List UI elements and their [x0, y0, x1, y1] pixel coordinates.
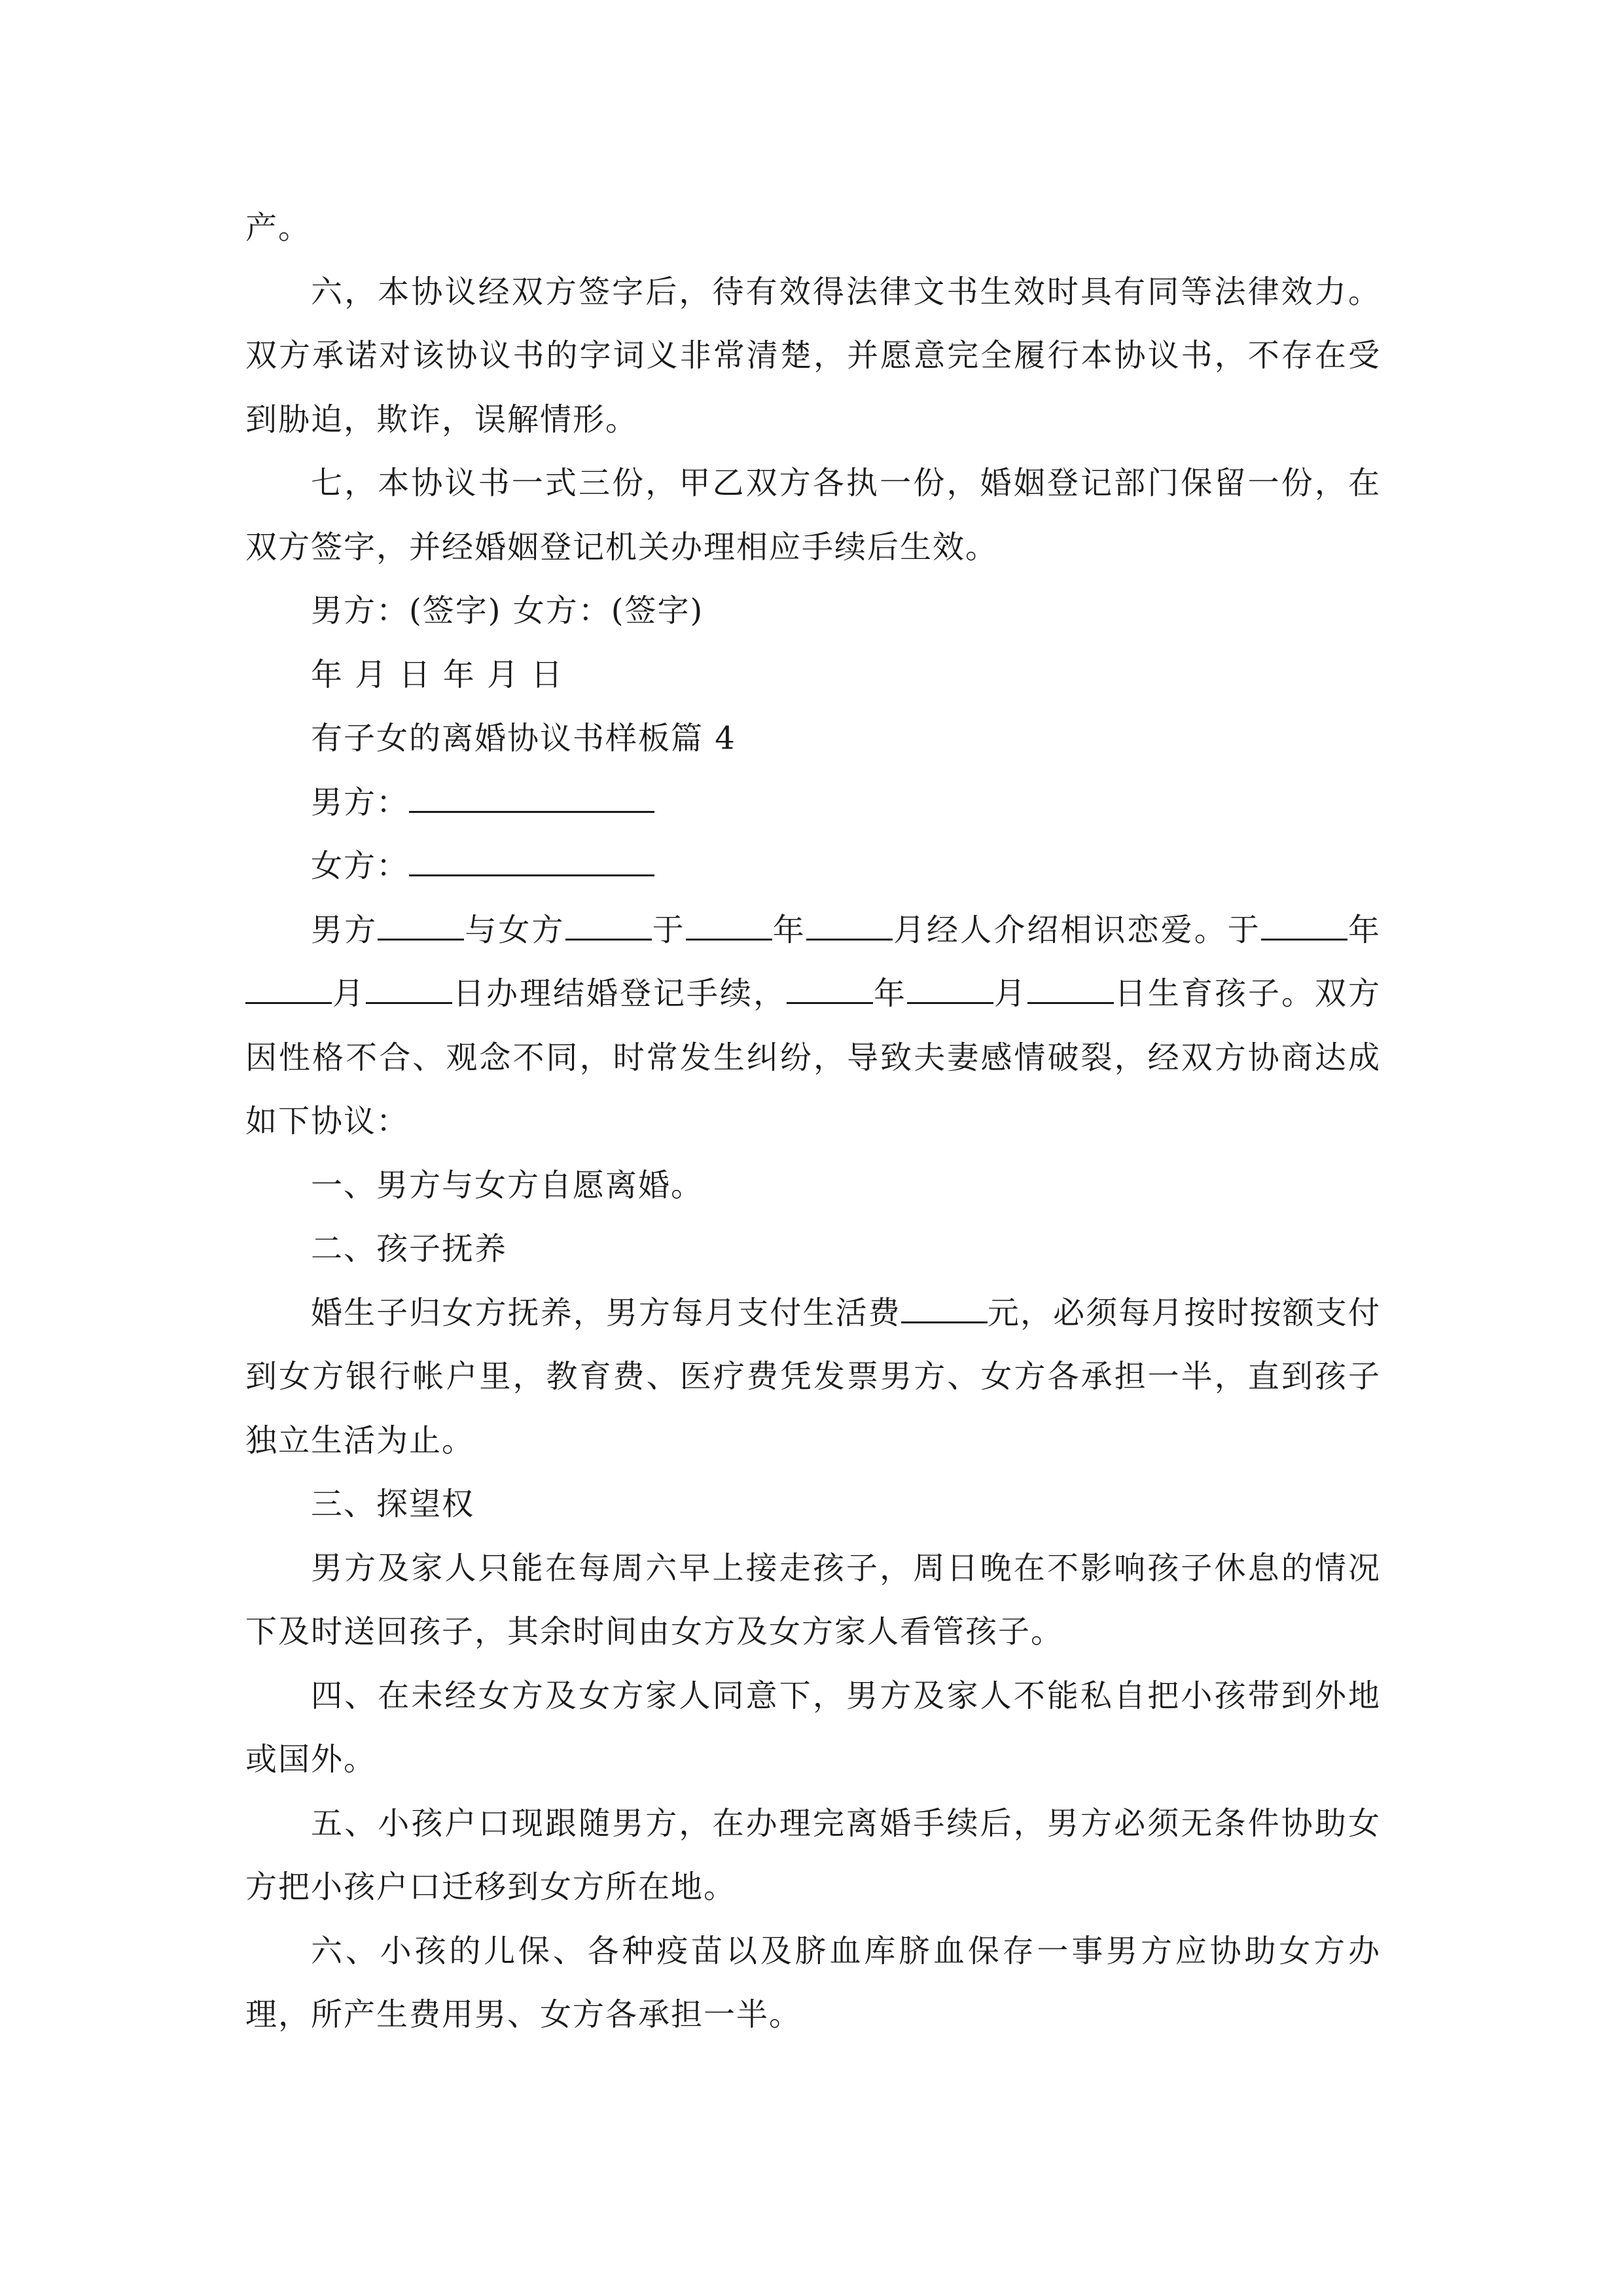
clause-7: 七，本协议书一式三份，甲乙双方各执一份，婚姻登记部门保留一份，在双方签字，并经婚姻登记机关办理相应手续后生效。 — [245, 465, 1381, 565]
female-party-blank — [409, 846, 654, 876]
text-segment: 男方 — [311, 911, 378, 948]
blank-field — [787, 973, 873, 1004]
clause-five: 五、小孩户口现跟随男方，在办理完离婚手续后，男方必须无条件协助女方把小孩户口迁移到女方所在地。 — [245, 1804, 1381, 1905]
preamble-paragraph — [245, 899, 1381, 1154]
document-body — [245, 196, 1381, 2047]
text-segment: 日生育孩子。双方因性格不合、观念不同，时常发生纠纷，导致夫妻感情破裂，经双方协商达成如下协议： — [245, 975, 1381, 1139]
blank-field — [1261, 910, 1347, 941]
clause-two-heading: 二、孩子抚养 — [311, 1230, 508, 1267]
date-line: 年 月 日 年 月 日 — [311, 656, 564, 693]
blank-field — [806, 910, 893, 941]
text-segment: 月经人介绍相识恋爱。于 — [892, 911, 1261, 948]
male-party-blank — [409, 782, 654, 813]
text-segment: 年 — [1347, 911, 1381, 948]
text-segment: 月 — [332, 975, 366, 1012]
blank-field — [245, 973, 332, 1004]
blank-field — [378, 910, 464, 941]
male-party-field — [245, 771, 1381, 835]
clause-three-heading: 三、探望权 — [311, 1486, 475, 1522]
male-party-label: 男方： — [311, 783, 410, 821]
blank-field — [686, 910, 772, 941]
clause-four: 四、在未经女方及女方家人同意下，男方及家人不能私自把小孩带到外地或国外。 — [245, 1677, 1381, 1778]
blank-field — [1027, 973, 1114, 1004]
text-segment: 日办理结婚登记手续， — [452, 975, 787, 1012]
clause-6: 六，本协议经双方签字后，待有效得法律文书生效时具有同等法律效力。双方承诺对该协议书的字词义非常清楚，并愿意完全履行本协议书，不存在受到胁迫，欺诈，误解情形。 — [245, 273, 1381, 438]
blank-field — [907, 973, 993, 1004]
text-segment: 元，必须每月按时按额支付到女方银行帐户里，教育费、医疗费凭发票男方、女方各承担一半，直到孩子独立生活为止。 — [245, 1294, 1381, 1459]
paragraph-continuation: 产。 — [245, 209, 312, 246]
blank-field — [565, 910, 652, 941]
text-segment: 与女方 — [464, 911, 565, 948]
female-party-field — [245, 834, 1381, 899]
text-segment: 月 — [993, 975, 1027, 1012]
signature-line: 男方：(签字) 女方：(签字) — [311, 592, 704, 629]
text-segment: 婚生子归女方抚养，男方每月支付生活费 — [311, 1294, 901, 1331]
visitation-paragraph: 男方及家人只能在每周六早上接走孩子，周日晚在不影响孩子休息的情况下及时送回孩子，其余时间由女方及女方家人看管孩子。 — [245, 1549, 1381, 1650]
section-heading: 有子女的离婚协议书样板篇 4 — [311, 720, 736, 757]
child-support-paragraph — [245, 1282, 1381, 1473]
blank-field — [901, 1293, 988, 1323]
text-segment: 于 — [651, 911, 686, 948]
text-segment: 年 — [772, 911, 806, 948]
clause-six: 六、小孩的儿保、各种疫苗以及脐血库脐血保存一事男方应协助女方办理，所产生费用男、女方各承担一半。 — [245, 1932, 1381, 2033]
blank-field — [366, 973, 452, 1004]
clause-one: 一、男方与女方自愿离婚。 — [311, 1166, 704, 1204]
text-segment: 年 — [872, 975, 907, 1012]
female-party-label: 女方： — [311, 848, 410, 884]
